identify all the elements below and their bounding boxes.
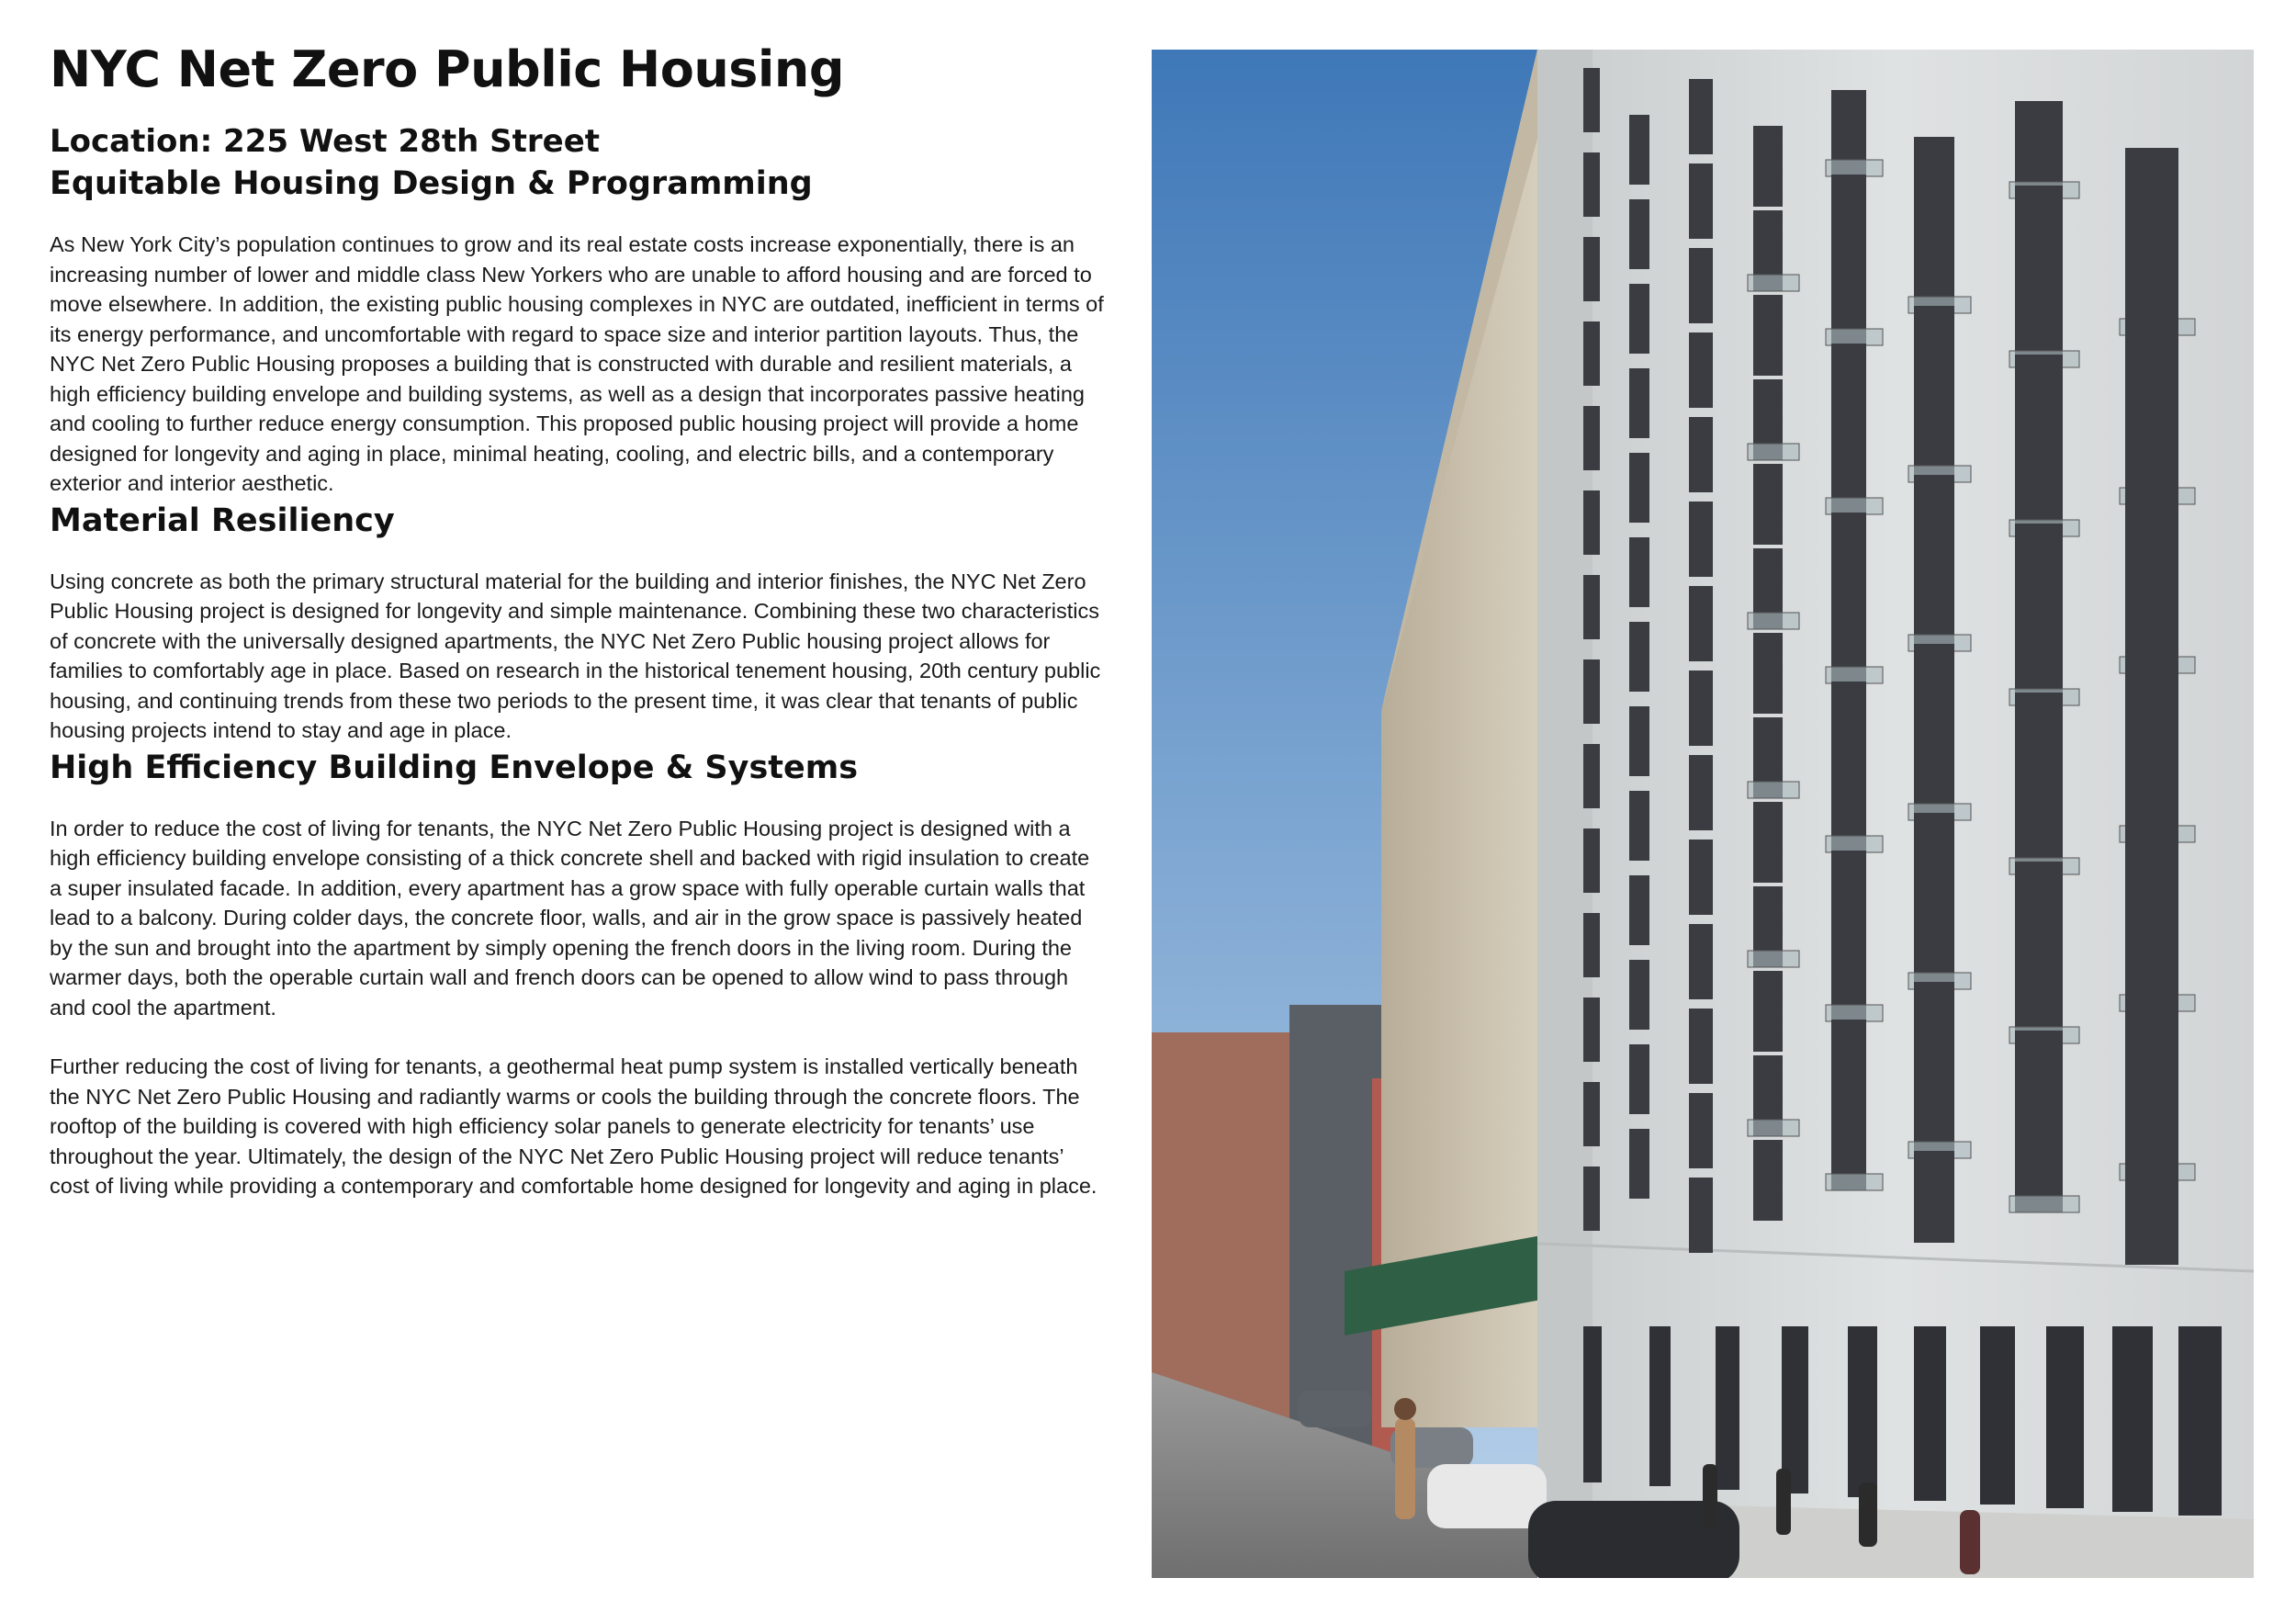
section-heading-equitable-housing: Equitable Housing Design & Programming xyxy=(50,165,813,202)
facade-window xyxy=(2015,355,2063,452)
facade-window xyxy=(1689,332,1713,408)
storefront-window xyxy=(2112,1326,2153,1512)
facade-window xyxy=(1629,1044,1649,1114)
facade-window xyxy=(1583,68,1600,132)
facade-window xyxy=(1629,875,1649,945)
facade-balcony xyxy=(1748,275,1799,291)
storefront-window xyxy=(1980,1326,2015,1505)
facade-window xyxy=(1753,295,1783,376)
storefront-window xyxy=(1716,1326,1739,1490)
facade-window xyxy=(1583,913,1600,977)
storefront-window xyxy=(2046,1326,2084,1508)
section-heading-building-envelope: High Efficiency Building Envelope & Systems xyxy=(50,749,859,786)
facade-window xyxy=(2015,862,2063,959)
facade-window xyxy=(1753,126,1783,207)
facade-balcony xyxy=(1748,613,1799,629)
facade-window xyxy=(1914,475,1954,567)
facade-window xyxy=(1753,802,1783,883)
facade-window xyxy=(1689,417,1713,492)
building-rendering-illustration xyxy=(1152,50,2254,1578)
facade-window xyxy=(1629,537,1649,607)
facade-window xyxy=(1914,813,1954,905)
section-paragraph-equitable-housing: As New York City’s population continues to grow and its real estate costs increase exponentially, there is an increasing number of lower and middle class New Yorkers who are unable to afford housing and are forced to move elsewhere. In addition, the existing public housing complexes in NYC are outdated, inefficient in terms of its energy performance, and uncomfortable with regard to space size and interior partition layouts. Thus, the NYC Net Zero Public Housing proposes a building that is constructed with durable and resilient materials, a high efficiency building envelope and building systems, as well as a design that incorporates passive heating and cooling to further reduce energy consumption. This proposed public housing project will provide a home designed for longevity and aging in place, minimal heating, cooling, and electric bills, and a contemporary exterior and interior aesthetic. xyxy=(50,232,1104,495)
facade-window xyxy=(1914,306,1954,398)
facade-window xyxy=(1831,682,1866,768)
facade-balcony xyxy=(1826,160,1883,176)
facade-window xyxy=(1689,840,1713,915)
facade-window xyxy=(1629,1129,1649,1199)
facade-window xyxy=(2015,1031,2063,1128)
facade-window xyxy=(1831,851,1866,937)
facade-window xyxy=(1629,453,1649,523)
facade-window xyxy=(1689,586,1713,661)
facade-balcony xyxy=(1826,498,1883,514)
facade-window xyxy=(1689,671,1713,746)
facade-window xyxy=(1583,237,1600,301)
facade-window xyxy=(1583,575,1600,639)
facade-window xyxy=(1629,115,1649,185)
facade-window xyxy=(1583,1167,1600,1231)
facade-window xyxy=(1689,163,1713,239)
text-column xyxy=(50,37,1106,1201)
facade-balcony xyxy=(2009,1196,2079,1212)
storefront-window xyxy=(2178,1326,2222,1516)
facade-window xyxy=(1583,406,1600,470)
facade-window xyxy=(1753,971,1783,1052)
facade-window xyxy=(1629,791,1649,861)
facade-balcony xyxy=(1826,1174,1883,1190)
facade-window xyxy=(1629,199,1649,269)
storefront-window xyxy=(1914,1326,1946,1501)
facade-window xyxy=(1831,1020,1866,1106)
section-paragraph-building-envelope-1: In order to reduce the cost of living for tenants, the NYC Net Zero Public Housing project is designed with a high efficiency building envelope consisting of a thick concrete shell and backed with rigid insulation to create a super insulated facade. In addition, every apartment has a grow space with fully operable curtain walls that lead to a balcony. During colder days, the concrete floor, walls, and air in the grow space is passively heated by the sun and brought into the apartment by simply opening the french doors in the living room. During the warmer days, both the operable curtain wall and french doors can be opened to allow wind to pass through and cool the apartment. xyxy=(50,816,1090,1020)
facade-window xyxy=(1583,1082,1600,1146)
facade-window xyxy=(2015,186,2063,283)
facade-window xyxy=(1583,490,1600,555)
storefront-window xyxy=(1649,1326,1671,1486)
facade-window xyxy=(1689,924,1713,999)
facade-balcony xyxy=(1826,1005,1883,1021)
facade-window xyxy=(1629,368,1649,438)
facade-window xyxy=(1629,622,1649,692)
storefront-window xyxy=(1848,1326,1877,1497)
section-paragraph-building-envelope-2: Further reducing the cost of living for tenants, a geothermal heat pump system is installed vertically beneath the NYC Net Zero Public Housing and radiantly warms or cools the building through the concrete floors. The rooftop of the building is covered with high efficiency solar panels to generate electricity for tenants’ use throughout the year. Ultimately, the design of the NYC Net Zero Public Housing project will reduce tenants’ cost of living while providing a contemporary and comfortable home designed for longevity and aging in place. xyxy=(50,1054,1097,1198)
facade-window xyxy=(1689,1009,1713,1084)
facade-window xyxy=(2015,693,2063,790)
facade-balcony xyxy=(1826,667,1883,683)
facade-window xyxy=(1583,744,1600,808)
facade-window xyxy=(1583,828,1600,893)
facade-window xyxy=(1583,659,1600,724)
section-paragraph-material-resiliency: Using concrete as both the primary structural material for the building and interior finishes, the NYC Net Zero Public Housing project is designed for longevity and simple maintenance. Combining these two characteristics of concrete with the universally designed apartments, the NYC Net Zero Public housing project allows for families to comfortably age in place. Based on research in the historical tenement housing, 20th century public housing, and continuing trends from these two periods to the present time, it was clear that tenants of public housing projects intend to stay and age in place. xyxy=(50,569,1101,742)
facade-window xyxy=(1583,152,1600,217)
building-rendering-image xyxy=(1152,50,2254,1578)
facade-window xyxy=(1753,1140,1783,1221)
facade-window xyxy=(1914,982,1954,1074)
facade-window xyxy=(2015,524,2063,621)
facade-window xyxy=(1831,513,1866,599)
facade-window xyxy=(1689,248,1713,323)
location-subtitle: Location: 225 West 28th Street xyxy=(50,123,601,160)
facade-balcony xyxy=(1748,951,1799,967)
facade-window xyxy=(1629,706,1649,776)
facade-balcony xyxy=(1748,782,1799,798)
facade-window xyxy=(1629,960,1649,1030)
facade-window xyxy=(1689,502,1713,577)
page-title: NYC Net Zero Public Housing xyxy=(50,40,845,98)
facade-window xyxy=(1689,1178,1713,1253)
facade-window xyxy=(1583,997,1600,1062)
facade-balcony xyxy=(1748,1120,1799,1136)
facade-window xyxy=(1831,175,1866,261)
facade-window xyxy=(1914,644,1954,736)
storefront-window xyxy=(1583,1326,1602,1482)
facade-window xyxy=(1583,321,1600,386)
section-heading-material-resiliency: Material Resiliency xyxy=(50,502,395,539)
facade-window xyxy=(1689,79,1713,154)
facade-balcony xyxy=(1826,329,1883,345)
facade-window xyxy=(1831,344,1866,430)
facade-window xyxy=(1914,137,1954,229)
facade-window xyxy=(1629,284,1649,354)
facade-window xyxy=(1914,1151,1954,1243)
facade-window xyxy=(1689,755,1713,830)
facade-window xyxy=(2125,1162,2178,1265)
facade-balcony xyxy=(1748,444,1799,460)
facade-window xyxy=(1689,1093,1713,1168)
facade-window xyxy=(1753,633,1783,714)
storefront-window xyxy=(1782,1326,1808,1493)
facade-balcony xyxy=(1826,836,1883,852)
facade-window xyxy=(1753,464,1783,545)
